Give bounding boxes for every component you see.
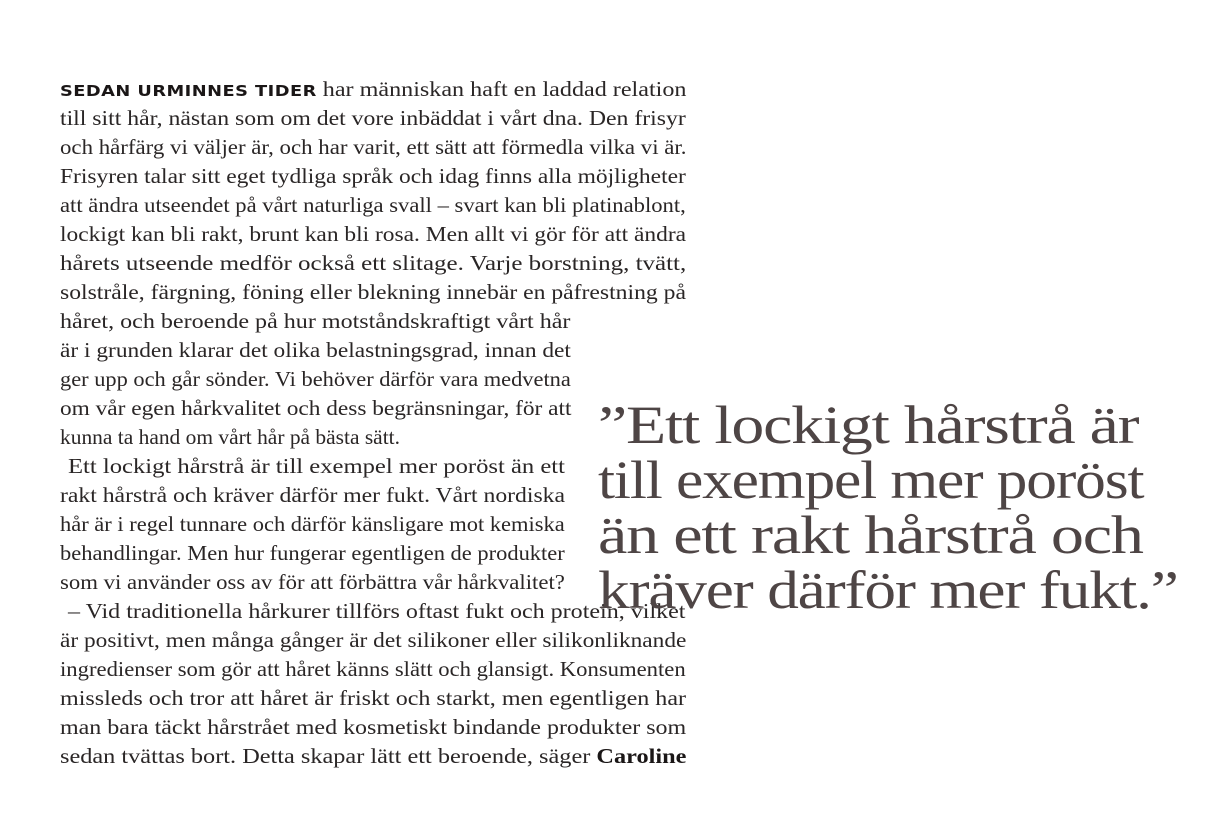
pull-quote-line: till exempel mer poröst xyxy=(598,450,1144,510)
body-line: att ändra utseendet på vårt naturliga svall – svart kan bli platinablont, xyxy=(60,193,686,217)
body-line: missleds och tror att håret är friskt och starkt, men egentligen har xyxy=(60,686,686,710)
body-line: lockigt kan bli rakt, brunt kan bli rosa. Men allt vi gör för att ändra xyxy=(60,222,687,246)
body-line: ger upp och går sönder. Vi behöver därför vara medvetna xyxy=(60,367,571,391)
body-line: – Vid traditionella hårkurer tillförs oftast fukt och protein, vilket xyxy=(68,599,686,623)
body-line: som vi använder oss av för att förbättra vår hårkvalitet? xyxy=(60,570,565,594)
body-line: man bara täckt hårstrået med kosmetiskt bindande produkter som xyxy=(60,715,687,739)
body-line: hårets utseende medför också ett slitage. Varje borstning, tvätt, xyxy=(60,251,687,275)
body-line: hår är i regel tunnare och därför känsligare mot kemiska xyxy=(60,512,565,536)
body-line: sedan tvättas bort. Detta skapar lätt ett beroende, säger Caroline xyxy=(60,744,687,768)
body-line: Frisyren talar sitt eget tydliga språk och idag finns alla möjligheter xyxy=(60,164,686,188)
pull-quote-line: kräver därför mer fukt.” xyxy=(598,560,1178,620)
body-line: är i grunden klarar det olika belastningsgrad, innan det xyxy=(60,338,571,362)
body-line: om vår egen hårkvalitet och dess begränsningar, för att xyxy=(60,396,572,420)
body-line: ingredienser som gör att håret känns slätt och glansigt. Konsumenten xyxy=(60,657,686,681)
body-line: håret, och beroende på hur motståndskraftigt vårt hår xyxy=(60,309,571,333)
person-name: Caroline xyxy=(596,744,687,768)
body-line: kunna ta hand om vårt hår på bästa sätt. xyxy=(60,425,400,449)
pull-quote-line: än ett rakt hårstrå och xyxy=(598,505,1143,565)
body-line: behandlingar. Men hur fungerar egentligen de produkter xyxy=(60,541,565,565)
body-line: och hårfärg vi väljer är, och har varit, ett sätt att förmedla vilka vi är. xyxy=(60,135,687,159)
body-line: till sitt hår, nästan som om det vore inbäddat i vårt dna. Den frisyr xyxy=(60,106,686,130)
body-line: Ett lockigt hårstrå är till exempel mer poröst än ett xyxy=(68,454,565,478)
body-line: SEDAN URMINNES TIDER har människan haft en laddad relation xyxy=(60,77,687,101)
lead-in: SEDAN URMINNES TIDER xyxy=(60,82,317,100)
body-line: solstråle, färgning, föning eller blekning innebär en påfrestning på xyxy=(60,280,686,304)
body-line: är positivt, men många gånger är det silikoner eller silikonliknande xyxy=(60,628,687,652)
pull-quote-line: ”Ett lockigt hårstrå är xyxy=(598,395,1139,455)
body-line: rakt hårstrå och kräver därför mer fukt. Vårt nordiska xyxy=(60,483,566,507)
